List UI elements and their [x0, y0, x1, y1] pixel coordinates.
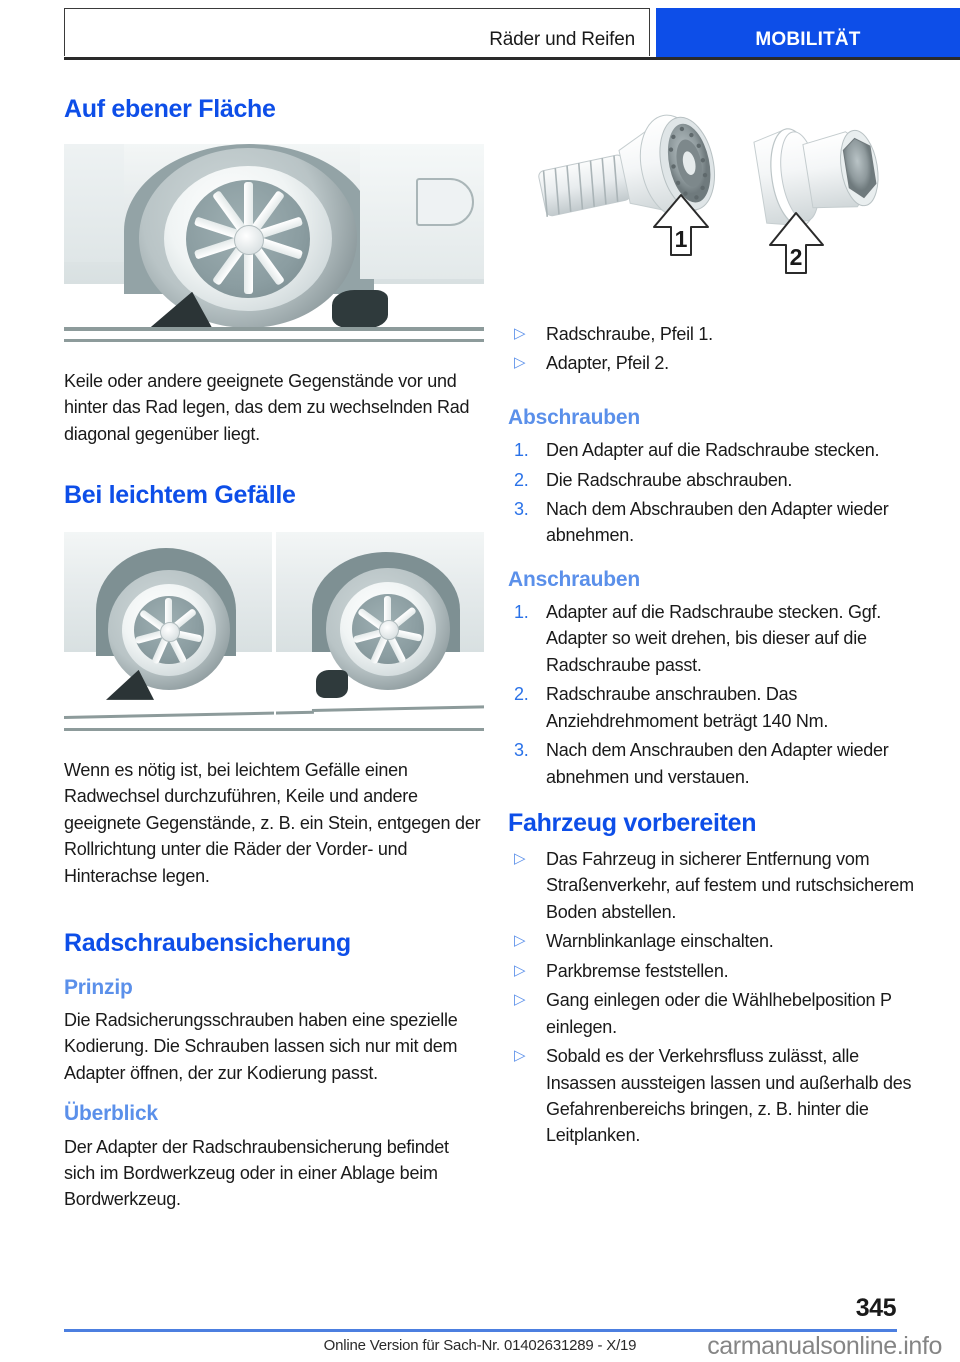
list-item-label: Radschraube, Pfeil 1. — [546, 324, 713, 344]
list-item — [508, 737, 928, 790]
list-item — [508, 846, 928, 925]
svg-text:2: 2 — [789, 244, 803, 270]
step-number: 1. — [514, 440, 529, 461]
triangle-bullet-icon: ▷ — [514, 354, 526, 372]
abschrauben-steps-list — [508, 437, 928, 549]
svg-text:1: 1 — [674, 226, 688, 252]
list-item — [508, 467, 928, 493]
list-item-label: Nach dem Abschrauben den Adapter wieder abnehmen. — [546, 498, 889, 546]
figure-bolt-and-adapter — [508, 95, 928, 305]
list-item-label: Sobald es der Verkehrsfluss zulässt, alle Insassen aussteigen lassen und außerhalb des Gefahrenbereichs bringen, z. B. hinter die Leitplanken. — [546, 1046, 912, 1146]
header-section-title: Räder und Reifen — [489, 29, 635, 50]
triangle-bullet-icon: ▷ — [514, 961, 526, 979]
step-number: 3. — [514, 740, 529, 761]
car-illustration-slope — [64, 528, 484, 731]
right-column — [508, 95, 928, 1152]
header-chapter-tab — [656, 8, 960, 57]
heading-abschrauben: Abschrauben — [508, 405, 640, 429]
page-header — [0, 0, 960, 64]
figure-slope-rule — [64, 728, 484, 731]
header-section-box — [64, 8, 650, 56]
heading-radschraubensicherung: Radschraubensicherung — [64, 929, 351, 958]
heading-ueberblick: Überblick — [64, 1102, 158, 1126]
list-item — [508, 1043, 928, 1149]
header-divider — [64, 57, 960, 60]
car-illustration-level — [64, 142, 484, 342]
step-number: 2. — [514, 469, 529, 490]
step-number: 1. — [514, 602, 529, 622]
list-item — [508, 599, 928, 678]
page-number: 345 — [855, 1294, 896, 1322]
paragraph-ueberblick: Der Adapter der Radschraubensicherung befindet sich im Bordwerkzeug oder in einer Ablage beim Bordwerkzeug. — [64, 1136, 449, 1210]
footer-note: Online Version für Sach-Nr. 01402631289 - X/19 — [323, 1337, 637, 1354]
left-column — [64, 95, 484, 1213]
list-item-label: Parkbremse feststellen. — [546, 960, 729, 981]
list-item-label: Adapter auf die Radschraube stecken. Ggf. Adapter so weit drehen, bis dieser auf die Radschraube passt. — [546, 602, 881, 675]
paragraph-chocks-slope: Wenn es nötig ist, bei leichtem Gefälle einen Radwechsel durchzuführen, Keile und andere geeignete Gegenstände, z. B. ein Stein, entgegen der Rollrichtung unter die Räder der Vorder- und Hinterachse legen. — [64, 759, 481, 886]
heading-auf-ebener-flaeche: Auf ebener Fläche — [64, 95, 276, 123]
list-item — [508, 958, 928, 984]
figure-level-ground-rule — [64, 339, 484, 342]
header-chapter-tab-label: MOBILITÄT — [755, 29, 861, 50]
list-item — [508, 681, 928, 734]
triangle-bullet-icon: ▷ — [514, 991, 526, 1009]
triangle-bullet-icon: ▷ — [514, 325, 526, 342]
figure-slope — [64, 528, 484, 731]
list-item-label: Radschraube anschrauben. Das Anziehdrehmoment beträgt 140 Nm. — [546, 684, 829, 731]
list-item — [508, 350, 928, 376]
triangle-bullet-icon: ▷ — [514, 849, 526, 867]
bolt-adapter-illustration — [508, 95, 928, 305]
list-item — [508, 928, 928, 954]
paragraph-chocks-level: Keile oder andere geeignete Gegenstände vor und hinter das Rad legen, das dem zu wechselnden Rad diagonal gegenüber liegt. — [64, 370, 470, 444]
heading-fahrzeug-vorbereiten: Fahrzeug vorbereiten — [508, 809, 757, 838]
watermark: carmanualsonline.info — [707, 1332, 942, 1360]
page-footer — [0, 1290, 960, 1362]
list-item-label: Warnblinkanlage einschalten. — [546, 931, 774, 952]
triangle-bullet-icon: ▷ — [514, 932, 526, 950]
heading-prinzip: Prinzip — [64, 975, 133, 999]
triangle-bullet-icon: ▷ — [514, 1047, 526, 1065]
list-item — [508, 321, 928, 347]
list-item-label: Den Adapter auf die Radschraube stecken. — [546, 440, 880, 461]
parts-legend-list — [508, 321, 928, 377]
step-number: 3. — [514, 498, 529, 519]
list-item — [508, 987, 928, 1040]
list-item-label: Die Radschraube abschrauben. — [546, 469, 793, 490]
list-item — [508, 496, 928, 549]
step-number: 2. — [514, 684, 529, 705]
paragraph-prinzip: Die Radsicherungsschrauben haben eine spezielle Kodierung. Die Schrauben lassen sich nur mit dem Adapter öffnen, der zur Kodierung passt. — [64, 1010, 458, 1083]
list-item-label: Nach dem Anschrauben den Adapter wieder abnehmen und verstauen. — [546, 740, 889, 787]
anschrauben-steps-list — [508, 599, 928, 790]
list-item-label: Adapter, Pfeil 2. — [546, 353, 669, 374]
heading-bei-leichtem-gefaelle: Bei leichtem Gefälle — [64, 481, 296, 510]
figure-level-ground — [64, 142, 484, 342]
list-item-label: Das Fahrzeug in sicherer Entfernung vom Straßenverkehr, auf festem und rutschsicherem Boden abstellen. — [546, 848, 914, 922]
list-item-label: Gang einlegen oder die Wählhebelposition P einlegen. — [546, 990, 892, 1037]
heading-anschrauben: Anschrauben — [508, 567, 640, 591]
list-item — [508, 437, 928, 463]
fahrzeug-vorbereiten-list — [508, 846, 928, 1149]
